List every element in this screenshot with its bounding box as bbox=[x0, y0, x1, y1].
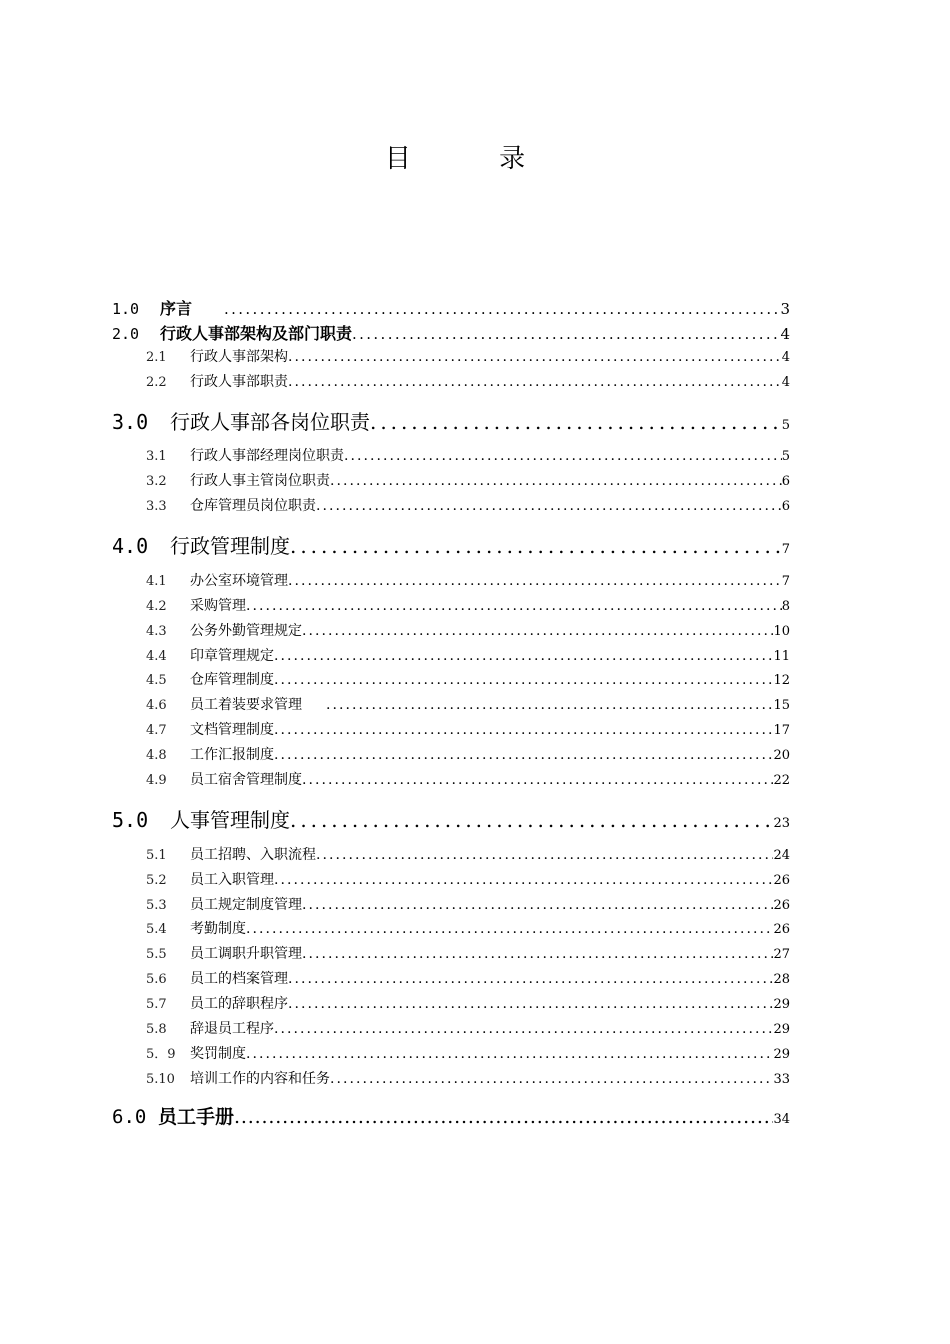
toc-leader-dots bbox=[274, 722, 773, 738]
toc-entry-number: 3.3 bbox=[146, 499, 167, 514]
toc-entry-label: 考勤制度 bbox=[190, 921, 246, 937]
toc-entry[interactable] bbox=[146, 595, 790, 615]
toc-entry[interactable] bbox=[146, 371, 790, 391]
toc-entry[interactable] bbox=[146, 744, 790, 764]
toc-entry-page: 15 bbox=[773, 698, 790, 713]
toc-entry-number: 4.1 bbox=[146, 574, 167, 589]
toc-leader-dots bbox=[290, 808, 773, 832]
toc-entry-page: 5 bbox=[781, 449, 790, 464]
toc-entry-label: 员工宿舍管理制度 bbox=[190, 772, 302, 788]
toc-entry-page: 8 bbox=[781, 599, 790, 614]
toc-leader-dots bbox=[274, 672, 773, 688]
toc-entry-number: 5.4 bbox=[146, 922, 167, 937]
toc-entry-label: 仓库管理员岗位职责 bbox=[190, 498, 316, 514]
toc-entry-page: 6 bbox=[781, 499, 790, 514]
toc-entry-page: 10 bbox=[773, 624, 790, 639]
toc-entry-label: 序言 bbox=[160, 299, 193, 318]
toc-entry-number: 5.3 bbox=[146, 898, 167, 913]
toc-entry-label: 员工入职管理 bbox=[190, 872, 274, 888]
toc-entry[interactable] bbox=[146, 993, 790, 1013]
toc-entry[interactable] bbox=[112, 530, 790, 559]
toc-entry-label: 公务外勤管理规定 bbox=[190, 623, 302, 639]
toc-entry-label: 行政人事部各岗位职责 bbox=[170, 410, 370, 434]
toc-entry-number: 5.0 bbox=[112, 808, 149, 832]
toc-entry[interactable] bbox=[112, 406, 790, 435]
toc-entry[interactable] bbox=[146, 869, 790, 889]
toc-entry-page: 29 bbox=[773, 997, 790, 1012]
toc-entry-number: 4.9 bbox=[146, 773, 167, 788]
toc-entry[interactable] bbox=[112, 296, 790, 319]
toc-entry-number: 4.2 bbox=[146, 599, 167, 614]
toc-entry-number: 2.2 bbox=[146, 375, 167, 390]
toc-entry-page: 29 bbox=[773, 1047, 790, 1062]
toc-entry-number: 5.7 bbox=[146, 997, 167, 1012]
toc-entry-page: 23 bbox=[773, 816, 790, 831]
toc-entry-page: 11 bbox=[773, 649, 790, 664]
toc-entry[interactable] bbox=[146, 844, 790, 864]
toc-entry-number: 5.5 bbox=[146, 947, 167, 962]
toc-entry-page: 7 bbox=[781, 542, 790, 557]
toc-entry-page: 26 bbox=[773, 922, 790, 937]
toc-entry-number: 5.1 bbox=[146, 848, 167, 863]
toc-entry[interactable] bbox=[146, 645, 790, 665]
toc-entry-number: 5.6 bbox=[146, 972, 167, 987]
toc-leader-dots bbox=[344, 448, 782, 464]
toc-entry-number: 4.8 bbox=[146, 748, 167, 763]
toc-entry-label: 辞退员工程序 bbox=[190, 1021, 274, 1037]
toc-entry-number: 5.8 bbox=[146, 1022, 167, 1037]
toc-leader-dots bbox=[274, 872, 773, 888]
toc-entry-number: 3.1 bbox=[146, 449, 167, 464]
toc-leader-dots bbox=[330, 1071, 773, 1087]
toc-entry-number: 5．9 bbox=[146, 1047, 176, 1062]
toc-entry-page: 4 bbox=[781, 350, 790, 365]
toc-entry[interactable] bbox=[112, 804, 790, 833]
toc-entry-label: 员工着装要求管理 bbox=[190, 697, 302, 713]
toc-leader-dots bbox=[246, 1046, 773, 1062]
toc-entry[interactable] bbox=[146, 968, 790, 988]
toc-entry[interactable] bbox=[146, 570, 790, 590]
toc-entry-number: 2.1 bbox=[146, 350, 167, 365]
toc-entry-label: 行政人事部职责 bbox=[190, 374, 288, 390]
toc-entry-label: 员工手册 bbox=[158, 1106, 235, 1128]
toc-entry-page: 6 bbox=[781, 474, 790, 489]
toc-leader-dots bbox=[274, 747, 773, 763]
toc-entry[interactable] bbox=[112, 1102, 790, 1129]
toc-entry[interactable] bbox=[146, 620, 790, 640]
toc-entry-page: 34 bbox=[773, 1112, 790, 1127]
toc-leader-dots bbox=[302, 946, 773, 962]
toc-entry-label: 人事管理制度 bbox=[170, 808, 290, 832]
toc-entry[interactable] bbox=[146, 769, 790, 789]
toc-entry-number: 1.0 bbox=[112, 300, 140, 318]
toc-leader-dots bbox=[288, 349, 782, 365]
toc-entry-label: 工作汇报制度 bbox=[190, 747, 274, 763]
toc-entry-label: 奖罚制度 bbox=[190, 1046, 246, 1062]
toc-leader-dots bbox=[246, 598, 782, 614]
toc-entry-page: 26 bbox=[773, 898, 790, 913]
toc-entry-page: 4 bbox=[780, 325, 790, 343]
toc-leader-dots bbox=[246, 921, 773, 937]
toc-leader-dots bbox=[352, 325, 780, 343]
toc-entry[interactable] bbox=[146, 495, 790, 515]
toc-leader-dots bbox=[288, 573, 782, 589]
toc-leader-dots bbox=[288, 996, 773, 1012]
toc-leader-dots bbox=[302, 623, 773, 639]
toc-leader-dots bbox=[274, 1021, 773, 1037]
toc-entry-page: 4 bbox=[781, 375, 790, 390]
toc-entry-label: 员工的档案管理 bbox=[190, 971, 288, 987]
toc-leader-dots bbox=[370, 410, 782, 434]
toc-entry-number: 4.4 bbox=[146, 649, 167, 664]
toc-entry-page: 24 bbox=[773, 848, 790, 863]
toc-leader-dots bbox=[274, 648, 773, 664]
toc-leader-dots bbox=[234, 1106, 773, 1128]
toc-entry-page: 20 bbox=[773, 748, 790, 763]
toc-entry-page: 22 bbox=[773, 773, 790, 788]
toc-entry-label: 印章管理规定 bbox=[190, 648, 274, 664]
toc-entry[interactable] bbox=[146, 346, 790, 366]
toc-entry[interactable] bbox=[146, 669, 790, 689]
toc-leader-dots bbox=[302, 772, 773, 788]
toc-entry-label: 行政人事部架构 bbox=[190, 349, 288, 365]
toc-entry-page: 17 bbox=[773, 723, 790, 738]
toc-entry[interactable] bbox=[146, 694, 790, 714]
toc-entry-number: 2.0 bbox=[112, 325, 140, 343]
toc-leader-dots bbox=[316, 498, 782, 514]
page-title: 目 录 bbox=[384, 144, 566, 174]
toc-entry-page: 33 bbox=[773, 1072, 790, 1087]
toc-entry[interactable] bbox=[146, 470, 790, 490]
toc-entry-number: 4.0 bbox=[112, 534, 149, 558]
toc-entry-label: 采购管理 bbox=[190, 598, 246, 614]
toc-entry-page: 12 bbox=[773, 673, 790, 688]
toc-entry-label: 行政人事部经理岗位职责 bbox=[190, 448, 344, 464]
toc-entry[interactable] bbox=[112, 321, 790, 344]
toc-entry-label: 办公室环境管理 bbox=[190, 573, 288, 589]
toc-entry-number: 4.5 bbox=[146, 673, 167, 688]
toc-entry-number: 4.6 bbox=[146, 698, 167, 713]
toc-entry-page: 5 bbox=[781, 418, 790, 433]
toc-entry-number: 4.3 bbox=[146, 624, 167, 639]
toc-entry[interactable] bbox=[146, 445, 790, 465]
toc-entry-label: 仓库管理制度 bbox=[190, 672, 274, 688]
toc-entry-label: 培训工作的内容和任务 bbox=[190, 1071, 330, 1087]
toc-entry-page: 29 bbox=[773, 1022, 790, 1037]
toc-entry[interactable] bbox=[146, 1068, 790, 1088]
toc-entry-page: 3 bbox=[780, 300, 790, 318]
toc-entry-label: 行政管理制度 bbox=[170, 534, 290, 558]
toc-entry[interactable] bbox=[146, 1018, 790, 1038]
toc-entry-number: 4.7 bbox=[146, 723, 167, 738]
toc-entry-page: 28 bbox=[773, 972, 790, 987]
toc-entry-number: 5.10 bbox=[146, 1072, 175, 1087]
toc-leader-dots bbox=[224, 300, 780, 318]
toc-entry-label: 员工招聘、入职流程 bbox=[190, 847, 316, 863]
toc-entry[interactable] bbox=[146, 1043, 790, 1063]
toc-leader-dots bbox=[288, 971, 773, 987]
toc-leader-dots bbox=[316, 847, 773, 863]
toc-entry-page: 26 bbox=[773, 873, 790, 888]
toc-entry-number: 5.2 bbox=[146, 873, 167, 888]
toc-leader-dots bbox=[326, 697, 773, 713]
toc-leader-dots bbox=[290, 534, 782, 558]
toc-entry-number: 3.0 bbox=[112, 410, 149, 434]
toc-entry-label: 员工调职升职管理 bbox=[190, 946, 302, 962]
toc-leader-dots bbox=[302, 897, 773, 913]
toc-leader-dots bbox=[330, 473, 782, 489]
toc-entry-page: 7 bbox=[781, 574, 790, 589]
toc-entry[interactable] bbox=[146, 918, 790, 938]
toc-entry-label: 行政人事主管岗位职责 bbox=[190, 473, 330, 489]
toc-entry[interactable] bbox=[146, 719, 790, 739]
toc-entry-page: 27 bbox=[773, 947, 790, 962]
toc-entry[interactable] bbox=[146, 943, 790, 963]
toc-entry-label: 行政人事部架构及部门职责 bbox=[160, 324, 353, 343]
toc-entry-number: 3.2 bbox=[146, 474, 167, 489]
toc-entry-label: 文档管理制度 bbox=[190, 722, 274, 738]
toc-leader-dots bbox=[288, 374, 782, 390]
toc-entry-label: 员工规定制度管理 bbox=[190, 897, 302, 913]
toc-entry-label: 员工的辞职程序 bbox=[190, 996, 288, 1012]
toc-entry[interactable] bbox=[146, 894, 790, 914]
toc-entry-number: 6.0 bbox=[112, 1106, 147, 1128]
